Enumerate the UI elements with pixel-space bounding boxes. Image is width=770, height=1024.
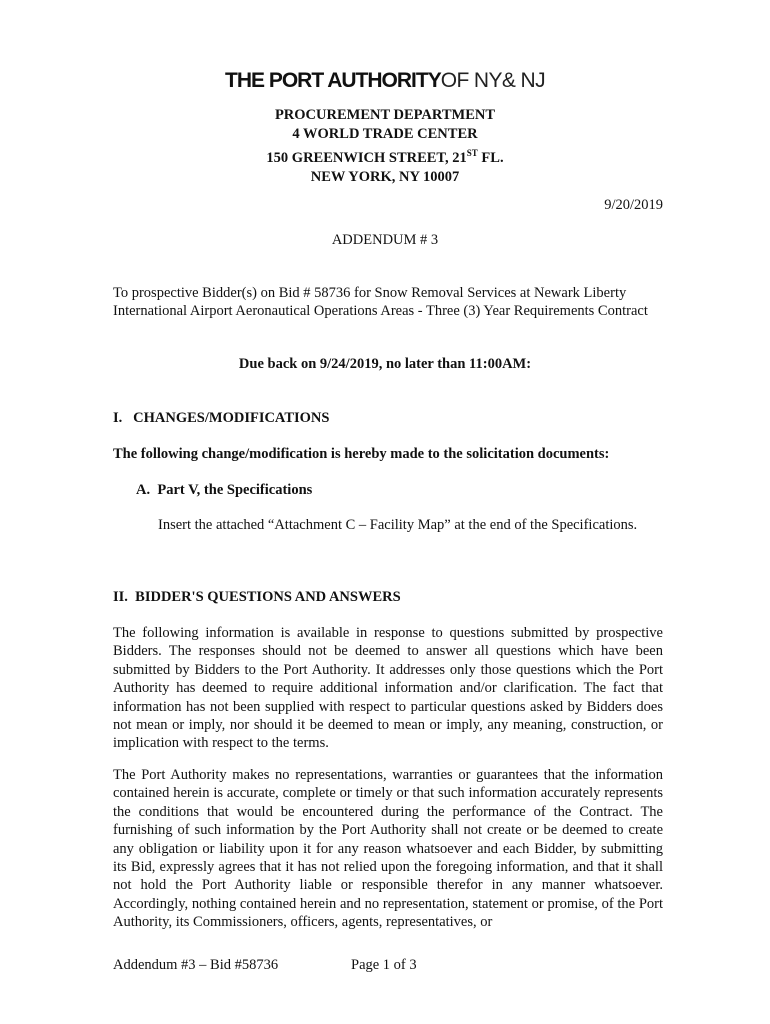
logo-light-text: OF NY& NJ [440, 69, 545, 92]
section-2-heading: II. BIDDER'S QUESTIONS AND ANSWERS [113, 589, 401, 605]
address-block [0, 106, 770, 187]
addendum-title: ADDENDUM # 3 [331, 232, 439, 248]
section-1-heading: I. CHANGES/MODIFICATIONS [113, 410, 330, 426]
item-a-heading: A. Part V, the Specifications [136, 482, 313, 498]
port-authority-logo [0, 68, 770, 94]
item-a-text: Insert the attached “Attachment C – Facility Map” at the end of the Specifications. [158, 517, 638, 533]
address-line: NEW YORK, NY 10007 [310, 168, 460, 185]
address-line: 4 WORLD TRADE CENTER [292, 126, 478, 142]
intro-paragraph: To prospective Bidder(s) on Bid # 58736 for Snow Removal Services at Newark Liberty International Airport Aeronautical Operations Areas - Three (3) Year Requirements Contract [113, 285, 648, 320]
section-1-subheading: The following change/modification is hereby made to the solicitation documents: [113, 446, 610, 462]
footer-page-number: Page 1 of 3 [351, 957, 417, 973]
address-line: PROCUREMENT DEPARTMENT [274, 107, 496, 123]
footer-addendum-label: Addendum #3 – Bid #58736 [113, 957, 279, 973]
due-date-line: Due back on 9/24/2019, no later than 11:00AM: [238, 356, 532, 372]
address-line: 150 GREENWICH STREET, 21ST FL. [266, 148, 504, 166]
section-2-paragraph-1: The following information is available in response to questions submitted by prospective Bidders. The responses should not be deemed to answer all questions which have been submitted by Bidders to the Port Authority. It addresses only those questions which the Port Authority has deemed to require additional information and/or clarification. The fact that information has not been supplied with respect to particular questions asked by Bidders does not mean or imply, nor should it be deemed to mean or imply, any meaning, construction, or implication with respect to the terms. [113, 625, 663, 752]
section-2-paragraph-2: The Port Authority makes no representations, warranties or guarantees that the information contained herein is accurate, complete or timely or that such information accurately represents the conditions that would be encountered during the performance of the Contract. The furnishing of such information by the Port Authority shall not create or be deemed to create any obligation or liability upon it for any reason whatsoever and each Bidder, by submitting its Bid, expressly agrees that it has not relied upon the foregoing information, and that it shall not hold the Port Authority liable or responsible therefor in any manner whatsoever. Accordingly, nothing contained herein and no representation, statement or promise, of the Port Authority, its Commissioners, officers, agents, representatives, or [113, 767, 663, 931]
logo-bold-text: THE PORT AUTHORITY [225, 69, 441, 92]
document-date: 9/20/2019 [604, 197, 663, 213]
